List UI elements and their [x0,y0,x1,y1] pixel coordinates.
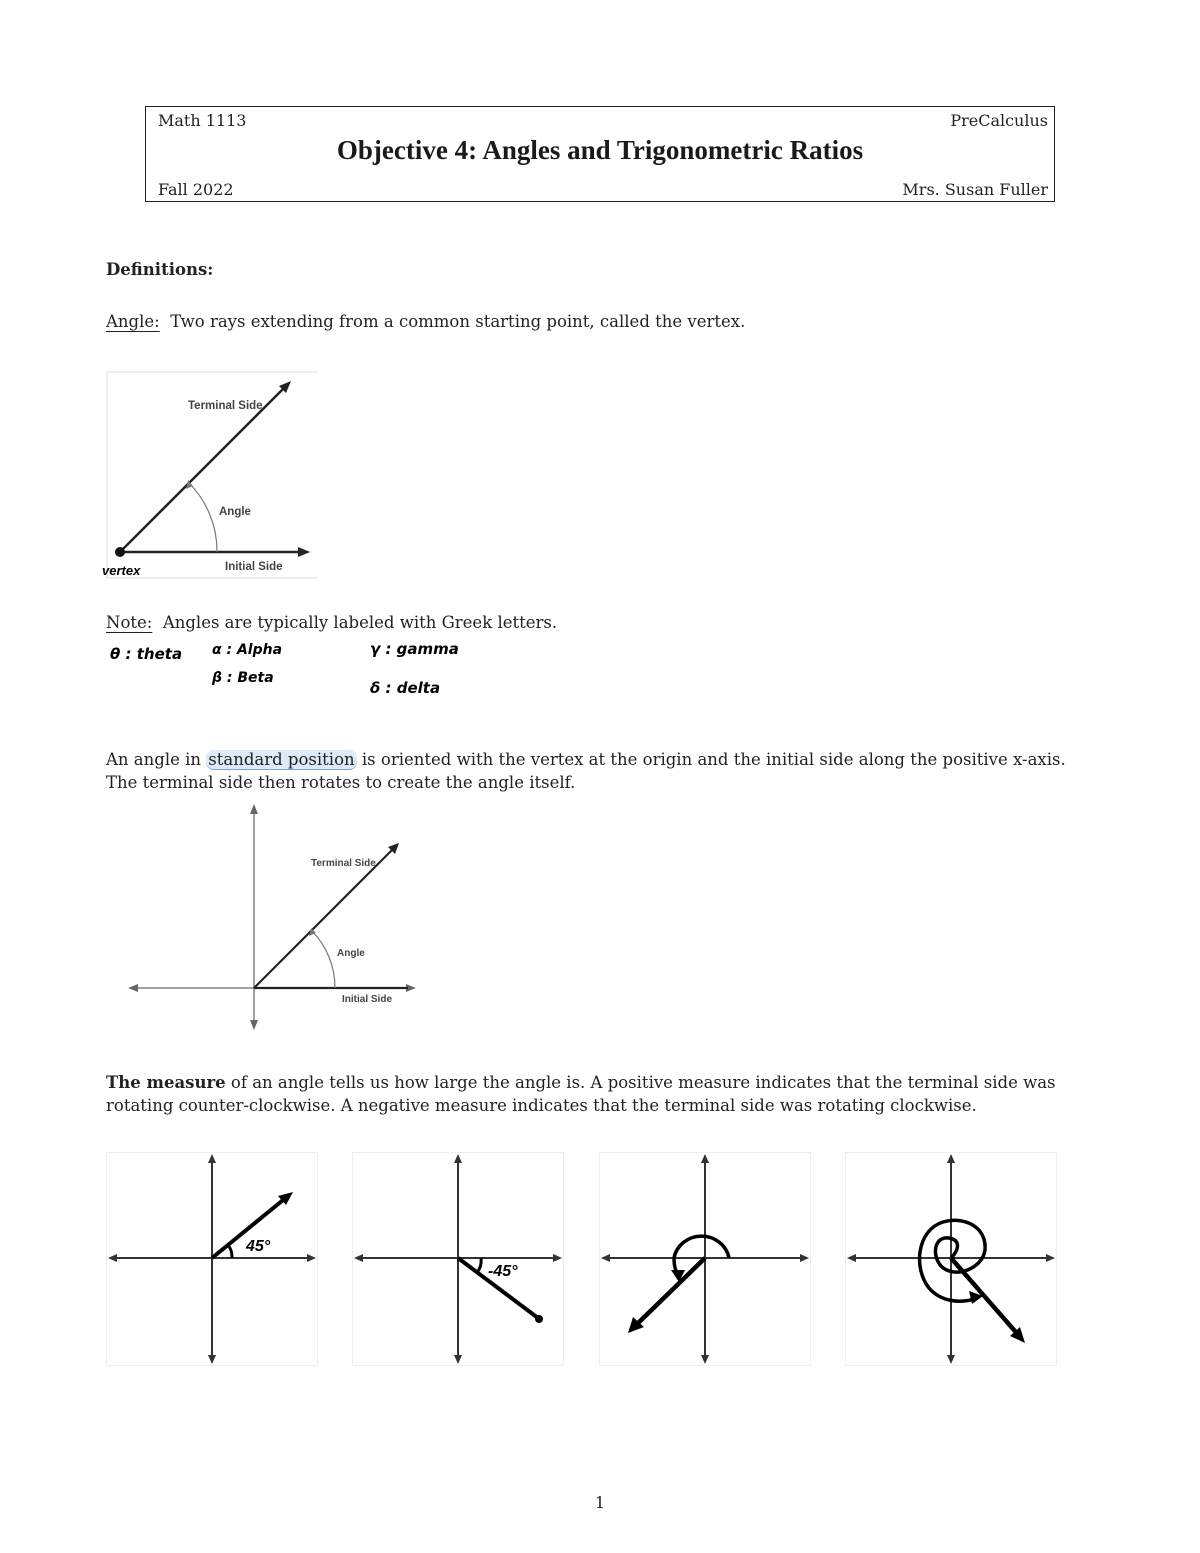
standard-position-highlight: standard position [208,750,355,769]
greek-gamma: γ : gamma [370,640,459,658]
measure-line1 [106,1071,1106,1094]
standard-position-after: is oriented with the vertex at the origin and the initial side along the positive x-axis. [361,750,1066,769]
vertex-note: vertex [102,563,141,578]
standard-position-paragraph [106,748,1106,794]
subject-name: PreCalculus [950,111,1048,130]
angle-term: Angle: [106,312,160,331]
page-number: 1 [594,1493,606,1512]
instructor: Mrs. Susan Fuller [902,180,1048,199]
note-line [106,611,557,634]
angle-definition [106,310,745,333]
angle-label: Angle [219,506,251,518]
sketch-label-negative-45: -45° [488,1263,518,1280]
definitions-heading: Definitions: [106,260,214,279]
standard-position-diagram [120,800,430,1035]
initial-side-label: Initial Side [225,561,283,573]
greek-beta: β : Beta [212,670,274,686]
document-title: Objective 4: Angles and Trigonometric Ratios [336,135,864,165]
initial-arrowhead-icon [298,547,310,557]
measure-line1-text: of an angle tells us how large the angle is. A positive measure indicates that the terminal side was [230,1073,1056,1092]
x-axis-left-arrow-icon [128,984,138,992]
standard-position-before: An angle in [106,750,202,769]
y-axis-up-arrow-icon [250,804,258,814]
sketch-spiral-rotation [845,1152,1057,1366]
measure-bold: The measure [106,1073,226,1092]
sketch-large-positive [599,1152,811,1366]
standard-position-line2: The terminal side then rotates to create the angle itself. [106,773,576,792]
y-axis-down-arrow-icon [250,1020,258,1030]
sketch-positive-45 [106,1152,318,1366]
greek-theta: θ : theta [110,645,183,663]
standard-position-line1 [106,748,1106,771]
measure-line2: rotating counter-clockwise. A negative measure indicates that the terminal side was rotating clockwise. [106,1096,977,1115]
measure-paragraph [106,1071,1106,1117]
vertex-dot [115,547,125,557]
angle-diagram [100,368,330,583]
sketch-negative-45 [352,1152,564,1366]
angle-definition-text: Two rays extending from a common starting point, called the vertex. [170,312,746,331]
terminal-side-label: Terminal Side [188,400,263,412]
course-code: Math 1113 [158,111,247,130]
terminal-side-label: Terminal Side [311,858,376,869]
greek-alpha: α : Alpha [212,642,283,658]
angle-label: Angle [337,948,365,959]
note-term: Note: [106,613,153,632]
header-box [145,106,1055,202]
angle-arc [312,931,335,988]
angle-arc [189,483,217,552]
term: Fall 2022 [158,180,234,199]
sketch-label-positive-45: 45° [246,1238,271,1255]
greek-delta: δ : delta [370,679,441,697]
note-text: Angles are typically labeled with Greek letters. [162,613,558,632]
initial-side-label: Initial Side [342,994,393,1005]
